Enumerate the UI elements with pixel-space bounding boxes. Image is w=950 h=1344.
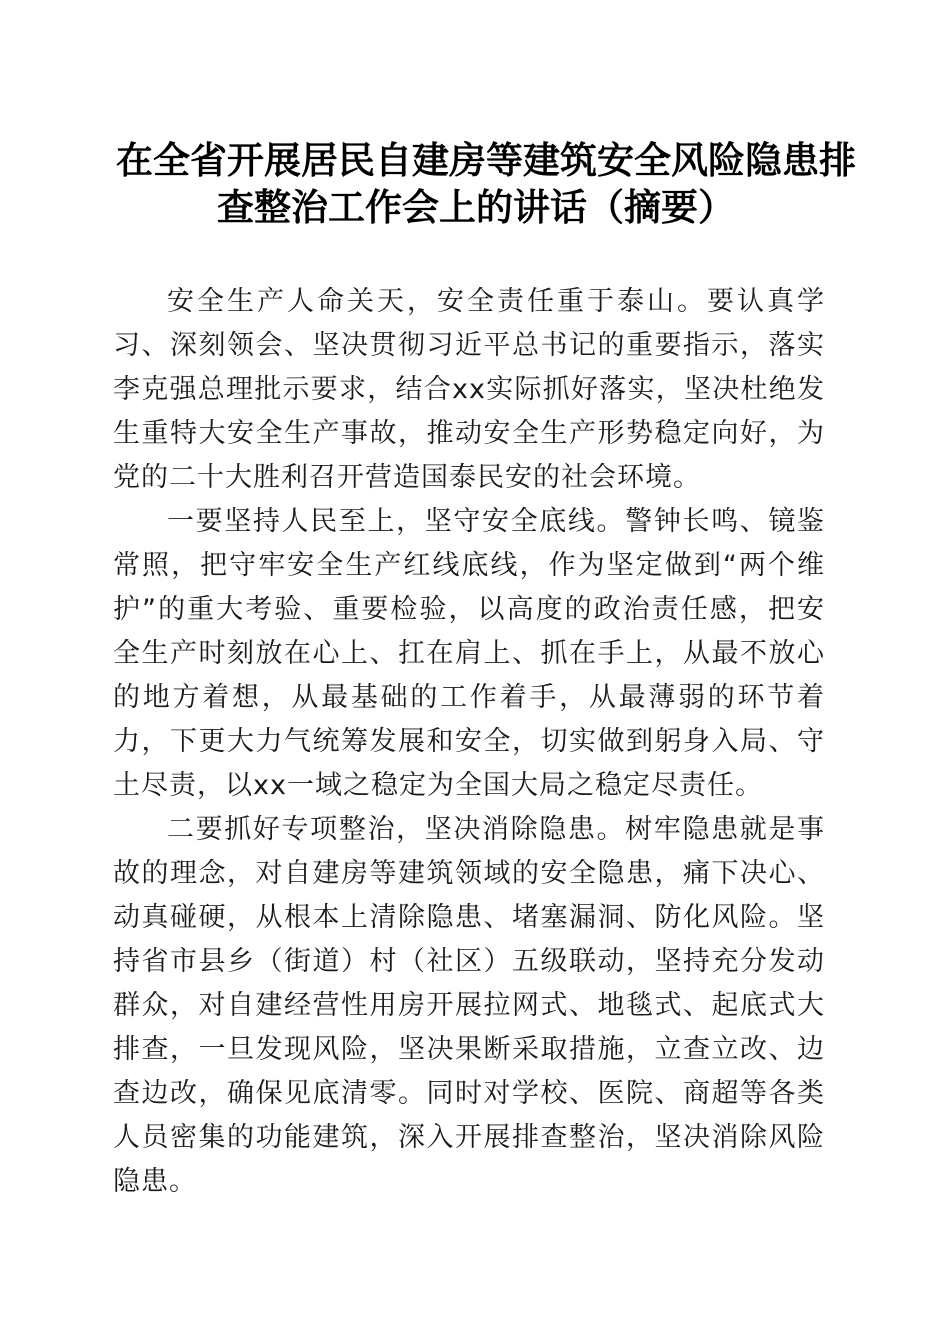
document-body <box>113 280 825 1204</box>
title-line-1: 在全省开展居民自建房等建筑安全风险隐患排 <box>116 138 856 182</box>
title-line-2: 查整治工作会上的讲话（摘要） <box>217 185 735 229</box>
paragraph-point-two: 二要抓好专项整治，坚决消除隐患。树牢隐患就是事故的理念，对自建房等建筑领域的安全隐患，痛下决心、动真碰硬，从根本上清除隐患、堵塞漏洞、防化风险。坚持省市县乡（街道）村（社区）五级联动，坚持充分发动群众，对自建经营性用房开展拉网式、地毯式、起底式大排查，一旦发现风险，坚决果断采取措施，立查立改、边查边改，确保见底清零。同时对学校、医院、商超等各类人员密集的功能建筑，深入开展排查整治，坚决消除风险隐患。 <box>113 814 825 1197</box>
paragraph-point-one: 一要坚持人民至上，坚守安全底线。警钟长鸣、镜鉴常照，把守牢安全生产红线底线，作为坚定做到“两个维护”的重大考验、重要检验，以高度的政治责任感，把安全生产时刻放在心上、扛在肩上、抓在手上，从最不放心的地方着想，从最基础的工作着手，从最薄弱的环节着力，下更大力气统筹发展和安全，切实做到躬身入局、守土尽责，以xx一域之稳定为全国大局之稳定尽责任。 <box>113 506 825 801</box>
document-title <box>116 137 856 231</box>
paragraph-intro: 安全生产人命关天，安全责任重于泰山。要认真学习、深刻领会、坚决贯彻习近平总书记的重要指示，落实李克强总理批示要求，结合xx实际抓好落实，坚决杜绝发生重特大安全生产事故，推动安全生产形势稳定向好，为党的二十大胜利召开营造国泰民安的社会环境。 <box>113 286 825 493</box>
